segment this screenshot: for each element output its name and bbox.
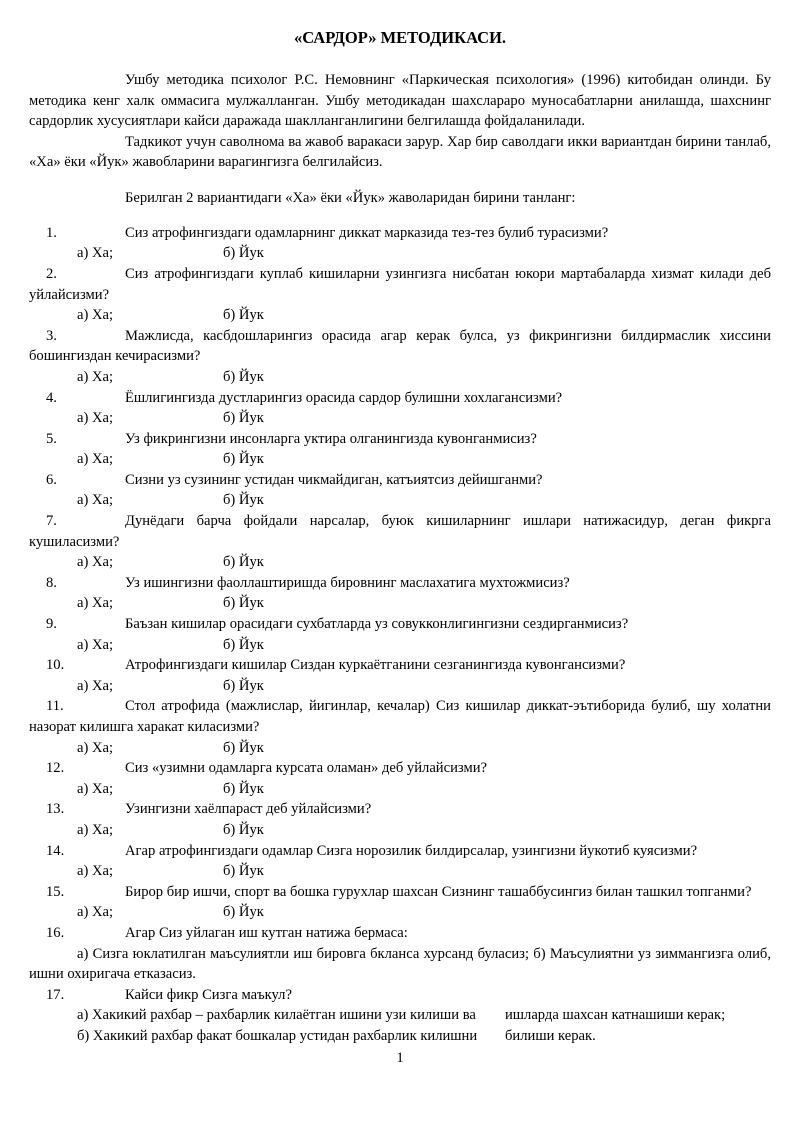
answer-no: б) Йук (223, 677, 264, 694)
question-text: Атрофингиздаги кишилар Сиздан куркаётганини сезганингизда кувонгансизми? (125, 657, 626, 674)
question-text: Баъзан кишилар орасидаги сухбатларда уз совукконлигингизни сездирганмисиз? (125, 616, 629, 633)
answer-options (29, 820, 771, 841)
question-17 (29, 985, 771, 1047)
question-list (29, 223, 771, 923)
answer-no: б) Йук (223, 307, 264, 324)
question-16 (29, 923, 771, 985)
question-item (29, 841, 771, 882)
page-number: 1 (396, 1050, 404, 1066)
answer-yes: а) Ха; (77, 863, 114, 880)
answer-no: б) Йук (223, 492, 264, 509)
question-item (29, 655, 771, 696)
option-a-right: ишларда шахсан катнашиши керак; (505, 1007, 726, 1024)
option-b-right: билиши керак. (505, 1027, 596, 1044)
question-text: Уз фикрингизни инсонларга уктира олганингизда кувонганмисиз? (125, 430, 537, 447)
question-item (29, 614, 771, 655)
question-text: Агар атрофингиздаги одамлар Сизга норозилик билдирсалар, узингизни йукотиб куясизми? (125, 842, 698, 859)
answer-options (29, 635, 771, 656)
answer-yes: а) Ха; (77, 307, 114, 324)
answer-options (29, 490, 771, 511)
question-item (29, 758, 771, 799)
answer-no: б) Йук (223, 451, 264, 468)
option-a-row (29, 1005, 771, 1026)
answer-options (29, 902, 771, 923)
question-number: 9. (46, 616, 57, 633)
answer-yes: а) Ха; (77, 492, 114, 509)
question-item (29, 264, 771, 326)
answer-options (29, 243, 771, 264)
intro-paragraph-1: Ушбу методика психолог Р.С. Немовнинг «Паркическая психология» (1996) китобидан олинди. Бу методика кенг халк оммасига мулжалланган. Ушбу методикадан шахсларaро муносабатларни анилашда, шахснинг сардорлик хусусиятлари кайси даражада шаклланганлигини белгилашда фойдаланилади. (29, 72, 771, 130)
question-text: Мажлисда, касбдошларингиз орасида агар керак булса, уз фикрингизни билдирмаслик хиссини бошингиздан кечирасизми? (29, 327, 771, 365)
question-number: 11. (46, 698, 64, 715)
answer-yes: а) Ха; (77, 410, 114, 427)
answer-yes: а) Ха; (77, 904, 114, 921)
answer-options (29, 305, 771, 326)
question-item (29, 326, 771, 388)
option-b-left: б) Хакикий рахбар факат бошкалар устидан рахбарлик килишни (77, 1027, 478, 1044)
answer-options (29, 861, 771, 882)
answer-yes: а) Ха; (77, 677, 114, 694)
question-text: Агар Сиз уйлаган иш кутган натижа бермаса: (125, 924, 408, 941)
question-text: Кайси фикр Сизга маъкул? (125, 986, 292, 1003)
answer-yes: а) Ха; (77, 780, 114, 797)
question-number: 1. (46, 224, 57, 241)
question-item (29, 696, 771, 758)
option-a-left: а) Хакикий рахбар – рахбарлик килаётган ишини узи килиши ва (77, 1007, 476, 1024)
answer-yes: а) Ха; (77, 245, 114, 262)
answer-no: б) Йук (223, 780, 264, 797)
answer-no: б) Йук (223, 863, 264, 880)
option-b-row (29, 1026, 771, 1047)
question-number: 4. (46, 389, 57, 406)
question-number: 5. (46, 430, 57, 447)
intro-paragraph-3: Берилган 2 вариантидаги «Ха» ёки «Йук» жаволаридан бирини танланг: (125, 189, 576, 206)
question-item (29, 429, 771, 470)
answer-options (29, 367, 771, 388)
question-number: 7. (46, 513, 57, 530)
question-text: Ёшлигингизда дустларингиз орасида сардор булишни хохлагансизми? (125, 389, 563, 406)
intro-paragraph-2: Тадкикот учун саволнома ва жавоб варакаси зарур. Хар бир саволдаги икки вариантдан бирини танлаб, «Ха» ёки «Йук» жавобларини варагингизга белгилайсиз. (29, 133, 771, 171)
answer-no: б) Йук (223, 636, 264, 653)
question-number: 10. (46, 657, 65, 674)
question-number: 15. (46, 883, 65, 900)
answer-yes: а) Ха; (77, 636, 114, 653)
question-number: 14. (46, 842, 65, 859)
answer-options (29, 676, 771, 697)
question-text: Сиз «узимни одамларга курсата оламан» деб уйлайсизми? (125, 760, 487, 777)
answer-yes: а) Ха; (77, 595, 114, 612)
question-text: Узингизни хаёлпараст деб уйлайсизми? (125, 801, 372, 818)
question-item (29, 223, 771, 264)
question-number: 16. (46, 924, 65, 941)
answer-no: б) Йук (223, 595, 264, 612)
answer-yes: а) Ха; (77, 739, 114, 756)
question-number: 2. (46, 265, 57, 282)
answer-options (29, 552, 771, 573)
question-16-options: а) Сизга юклатилган маъсулиятли иш бировга бкланса хурсанд буласиз; б) Маъсулиятни уз зиммангизга олиб, ишни охиригача етказасиз. (29, 945, 771, 983)
answer-options (29, 593, 771, 614)
answer-yes: а) Ха; (77, 451, 114, 468)
question-text: Стол атрофида (мажлислар, йигинлар, кечалар) Сиз кишилар диккат-эътиборида булиб, шу холатни назорат килишга харакат киласизми? (29, 698, 771, 735)
question-text: Бирор бир ишчи, спорт ва бошка гурухлар шахсан Сизнинг ташаббусингиз билан ташкил топганми? (125, 883, 752, 900)
answer-no: б) Йук (223, 821, 264, 838)
question-item (29, 799, 771, 840)
question-text: Дунёдаги барча фойдали нарсалар, буюк кишиларнинг ишлари натижасидур, деган фикрга кушиласизми? (29, 513, 771, 550)
answer-options (29, 738, 771, 759)
answer-options (29, 449, 771, 470)
question-item (29, 511, 771, 573)
answer-no: б) Йук (223, 245, 264, 262)
question-item (29, 882, 771, 923)
question-number: 12. (46, 760, 65, 777)
answer-yes: а) Ха; (77, 554, 114, 571)
question-text: Сизни уз сузининг устидан чикмайдиган, катъиятсиз дейишганми? (125, 471, 543, 488)
answer-no: б) Йук (223, 410, 264, 427)
question-number: 8. (46, 574, 57, 591)
question-item (29, 388, 771, 429)
question-item (29, 573, 771, 614)
question-number: 17. (46, 986, 65, 1003)
question-text: Уз ишингизни фаоллаштиришда бировнинг маслахатига мухтожмисиз? (125, 574, 570, 591)
answer-yes: а) Ха; (77, 368, 114, 385)
answer-yes: а) Ха; (77, 821, 114, 838)
answer-no: б) Йук (223, 368, 264, 385)
answer-options (29, 408, 771, 429)
question-number: 6. (46, 471, 57, 488)
answer-no: б) Йук (223, 739, 264, 756)
answer-options (29, 779, 771, 800)
question-number: 13. (46, 801, 65, 818)
page-title: «САРДОР» МЕТОДИКАСИ. (293, 28, 507, 47)
question-text: Сиз атрофингиздаги одамларнинг диккат марказида тез-тез булиб турасизми? (125, 224, 609, 241)
document-page (29, 26, 771, 1047)
question-item (29, 470, 771, 511)
question-number: 3. (46, 327, 57, 344)
question-text: Сиз атрофингиздаги куплаб кишиларни узингизга нисбатан юкори мартабаларда хизмат килади деб уйлайсизми? (29, 265, 771, 303)
answer-no: б) Йук (223, 904, 264, 921)
answer-no: б) Йук (223, 554, 264, 571)
